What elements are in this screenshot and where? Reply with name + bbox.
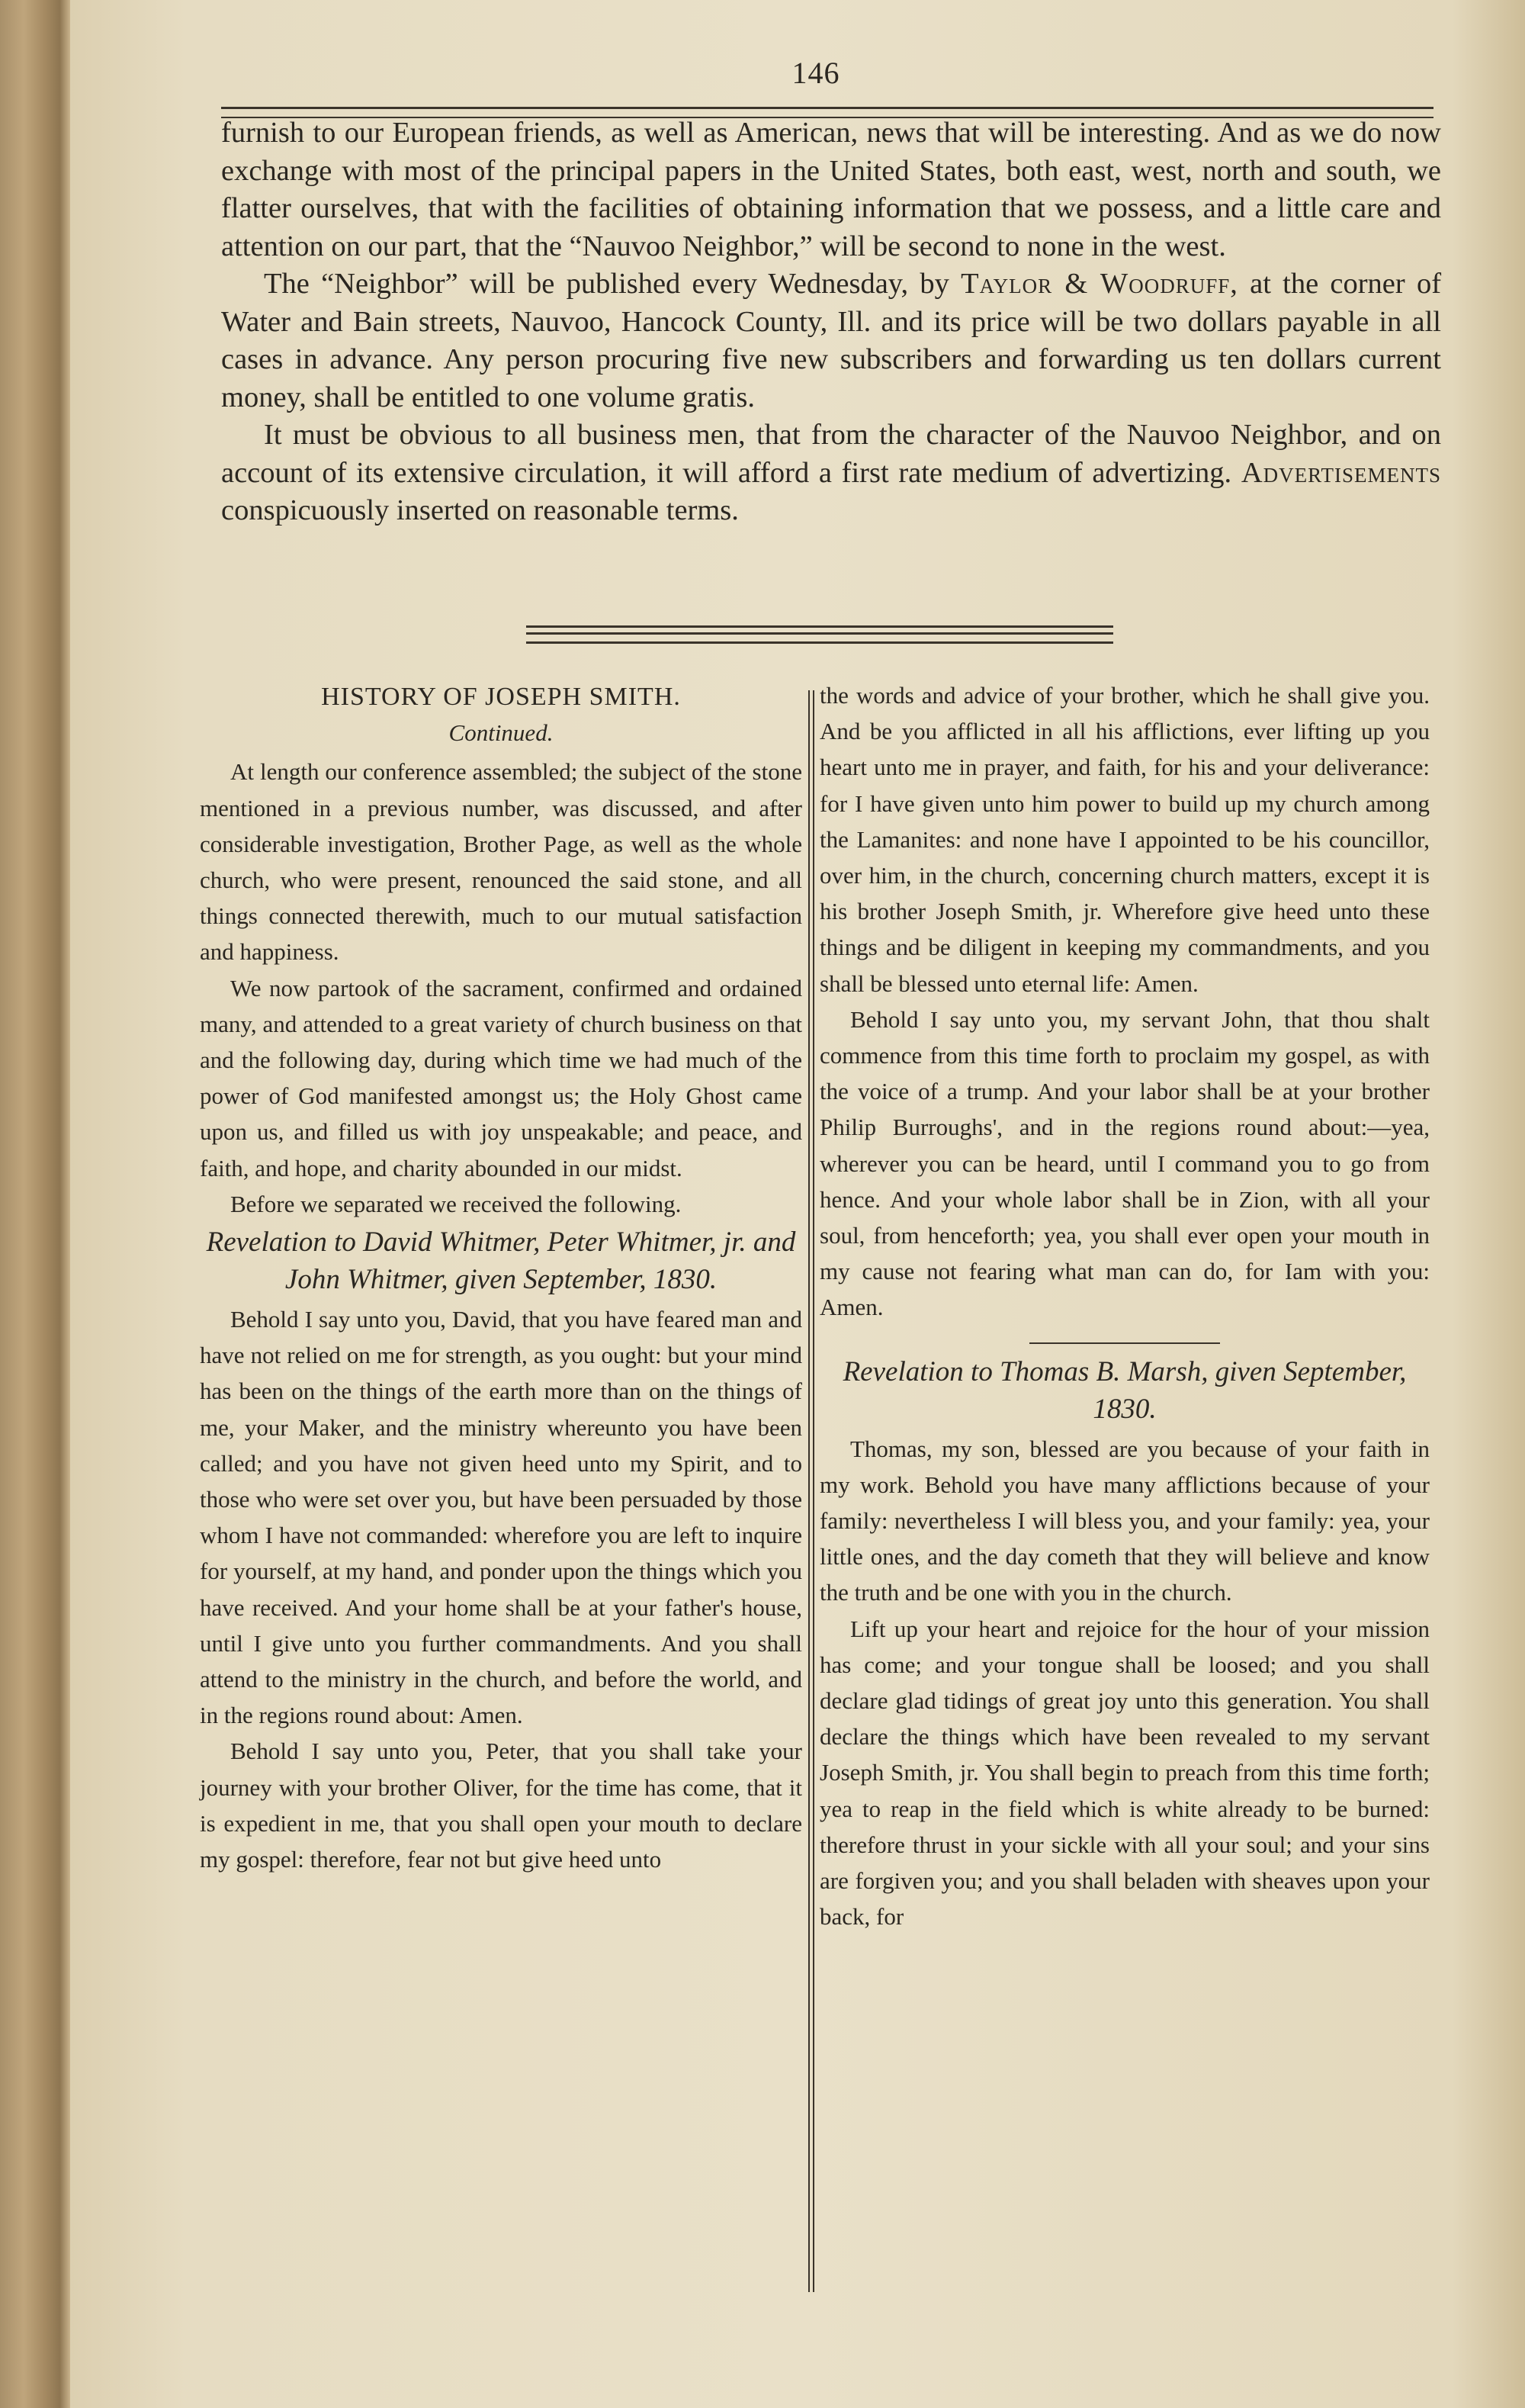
revelation-1-paragraph-2-continued: the words and advice of your brother, which he shall give you. And be you afflicted in all his afflictions, ever lifting up you heart unto me in prayer, and faith, for his and your deliverance: for I have given unto him power to build up my church among the Lamanites: and none have I appointed to be his councillor, over him, in the church, concerning church matters, except it is his brother Joseph Smith, jr. Wherefore give heed unto these things and be diligent in keeping my commandments, and you shall be blessed unto eternal life: Amen. <box>820 682 1430 997</box>
intro-paragraph-3-text-a: It must be obvious to all business men, that from the character of the Nauvoo Neighbor, and on account of its extensive circulation, it will afford a first rate medium of advertizing. <box>221 419 1441 489</box>
history-subtitle: Continued. <box>448 719 554 747</box>
spine-edge <box>59 0 70 2408</box>
advertisements-word: Advertisements <box>1241 456 1441 489</box>
left-column <box>200 677 802 1877</box>
history-paragraph-1: At length our conference assembled; the subject of the stone mentioned in a previous number, was discussed, and after considerable investigation, Brother Page, as well as the whole church, who were present, renounced the said stone, and all things connected therewith, much to our mutual satisfaction and happiness. <box>200 758 802 966</box>
revelation-2-paragraph-1: Thomas, my son, blessed are you because of your faith in my work. Behold you have many afflictions because of your family: nevertheless I will bless you, and your family: yea, your little ones, and the day cometh that they will believe and know the truth and be one with you in the church. <box>820 1435 1430 1606</box>
short-rule <box>1029 1342 1220 1344</box>
intro-paragraph-3-text-b: conspicuously inserted on reasonable terms. <box>221 494 739 526</box>
intro-section <box>221 114 1441 530</box>
intro-paragraph-2-text-a: The “Neighbor” will be published every Wednesday, by <box>264 268 949 300</box>
revelation-1-paragraph-3: Behold I say unto you, my servant John, that thou shalt commence from this time forth to proclaim my gospel, as with the voice of a trump. And your labor shall be at your brother Philip Burroughs', and in the regions round about:—yea, wherever you can be heard, until I command you to go from hence. And your whole labor shall be in Zion, with all your soul, from henceforth; yea, you shall ever open your mouth in my cause not fearing what man can do, for Iam with you: Amen. <box>820 1005 1430 1321</box>
revelation-2-paragraph-2: Lift up your heart and rejoice for the hour of your mission has come; and your tongue shall be loosed; and you shall declare glad tidings of great joy unto this generation. You shall declare the things which have been revealed to my servant Joseph Smith, jr. You shall begin to preach from this time forth; yea to reap in the field which is white already to be burned: therefore thrust in your sickle with all your soul; and your sins are forgiven you; and you shall beladen with sheaves upon your back, for <box>820 1615 1430 1931</box>
intro-paragraph-1: furnish to our European friends, as well as American, news that will be interesting. And as we do now exchange with most of the principal papers in the United States, both east, west, north and south, we flatter ourselves, that with the facilities of obtaining information that we possess, and a little care and attention on our part, that the “Nauvoo Neighbor,” will be second to none in the west. <box>221 117 1441 262</box>
history-paragraph-2: We now partook of the sacrament, confirmed and ordained many, and attended to a great variety of church business on that and the following day, during which time we had much of the power of God manifested amongst us; the Holy Ghost came upon us, and filled us with joy unspeakable; and peace, and faith, and hope, and charity abounded in our midst. <box>200 974 802 1181</box>
publisher-name: Taylor & Woodruff, <box>961 268 1238 300</box>
revelation-2-heading: Revelation to Thomas B. Marsh, given September, 1830. <box>843 1355 1407 1425</box>
revelation-1-paragraph-1: Behold I say unto you, David, that you have feared man and have not relied on me for strength, as you ought: but your mind has been on the things of the earth more than on the things of me, your Maker, and the ministry whereunto you have been called; and you have not given heed unto my Spirit, and to those who were set over you, but have been persuaded by those whom I have not commanded: wherefore you are left to inquire for yourself, at my hand, and ponder upon the things which you have received. And your home shall be at your father's house, until I give unto you further commandments. And you shall attend to the ministry in the church, and before the world, and in the regions round about: Amen. <box>200 1306 802 1729</box>
right-column <box>820 677 1430 1935</box>
revelation-1-heading: Revelation to David Whitmer, Peter Whitmer, jr. and John Whitmer, given September, 1830. <box>206 1227 796 1296</box>
book-spine <box>0 0 59 2408</box>
column-rule <box>808 690 814 2292</box>
section-divider <box>526 625 1113 644</box>
intro-paragraph-2 <box>221 265 1441 416</box>
intro-paragraph-3 <box>221 416 1441 530</box>
history-title: HISTORY OF JOSEPH SMITH. <box>321 683 681 711</box>
intro-paragraph-2-text-b: at the corner of Water and Bain streets, Nauvoo, Hancock County, Ill. and its price will be two dollars payable in all cases in advance. Any person procuring five new subscribers and forwarding us ten dollars current money, shall be entitled to one volume gratis. <box>221 268 1442 413</box>
history-paragraph-3: Before we separated we received the following. <box>230 1190 682 1217</box>
revelation-1-paragraph-2: Behold I say unto you, Peter, that you shall take your journey with your brother Oliver, for the time has come, that it is expedient in me, that you shall open your mouth to declare my gospel: therefore, fear not but give heed unto <box>200 1738 802 1873</box>
page-number: 146 <box>791 56 840 90</box>
